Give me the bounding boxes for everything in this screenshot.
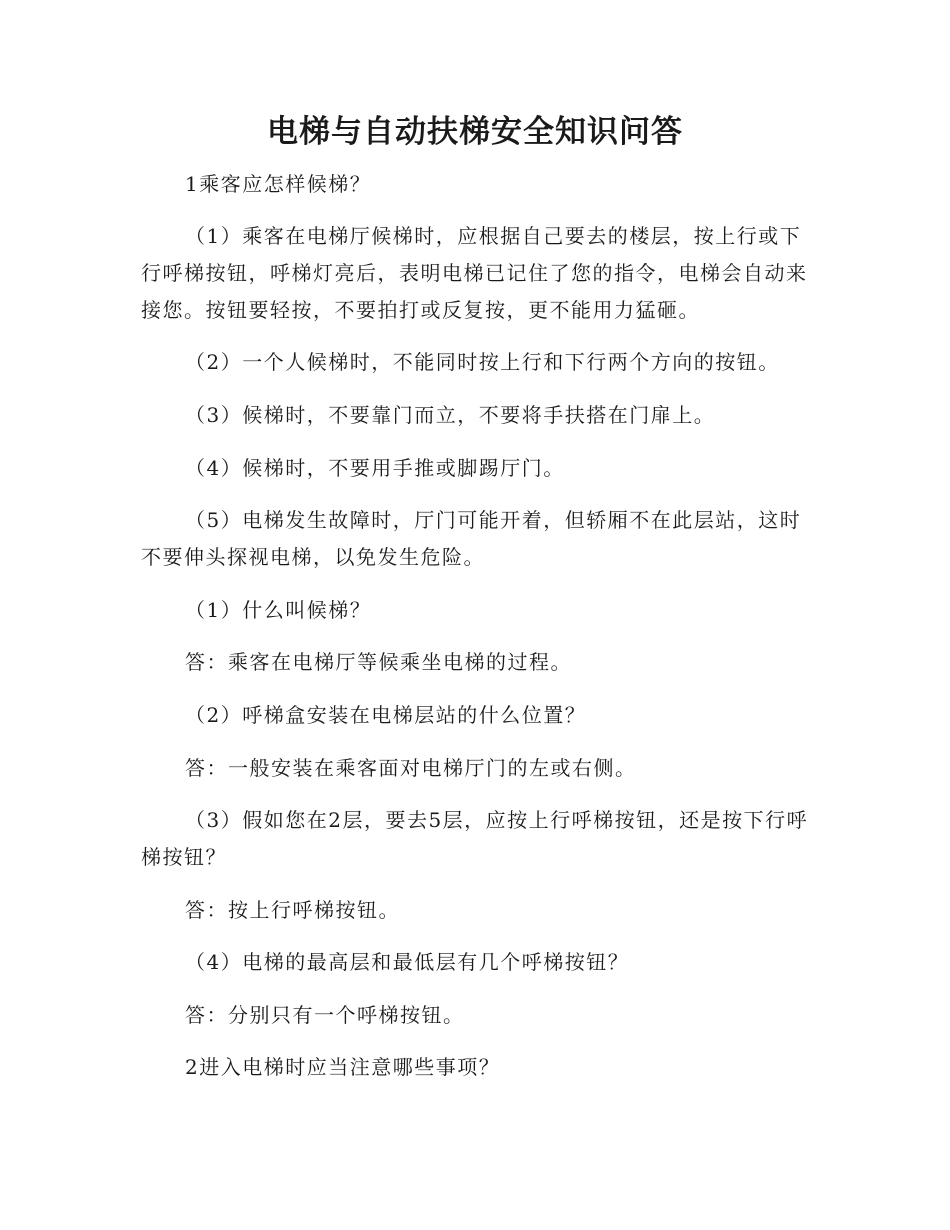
answer: 答：乘客在电梯厅等候乘坐电梯的过程。	[185, 650, 572, 674]
question: （1）什么叫候梯？	[185, 598, 372, 622]
document-title: 电梯与自动扶梯安全知识问答	[267, 114, 683, 150]
answer: 答：一般安装在乘客面对电梯厅门的左或右侧。	[185, 756, 637, 780]
answer: 答：按上行呼梯按钮。	[185, 898, 400, 922]
paragraph: （2）一个人候梯时，不能同时按上行和下行两个方向的按钮。	[185, 350, 780, 374]
paragraph: （4）候梯时，不要用手推或脚踢厅门。	[185, 456, 565, 480]
section-heading-2: 2进入电梯时应当注意哪些事项？	[185, 1055, 501, 1079]
paragraph: （1）乘客在电梯厅候梯时，应根据自己要去的楼层，按上行或下行呼梯按钮，呼梯灯亮后，表明电梯已记住了您的指令，电梯会自动来接您。按钮要轻按，不要拍打或反复按，更不能用力猛砸。	[141, 224, 808, 322]
section-heading-1: 1乘客应怎样候梯？	[185, 172, 372, 196]
question: （3）假如您在2层，要去5层，应按上行呼梯按钮，还是按下行呼梯按钮？	[141, 808, 809, 869]
paragraph: （5）电梯发生故障时，厅门可能开着，但轿厢不在此层站，这时不要伸头探视电梯，以免发生危险。	[141, 508, 802, 569]
question: （4）电梯的最高层和最低层有几个呼梯按钮？	[185, 950, 630, 974]
question: （2）呼梯盒安装在电梯层站的什么位置？	[185, 703, 587, 727]
paragraph: （3）候梯时，不要靠门而立，不要将手扶搭在门扉上。	[185, 403, 716, 427]
answer: 答：分别只有一个呼梯按钮。	[185, 1003, 465, 1027]
